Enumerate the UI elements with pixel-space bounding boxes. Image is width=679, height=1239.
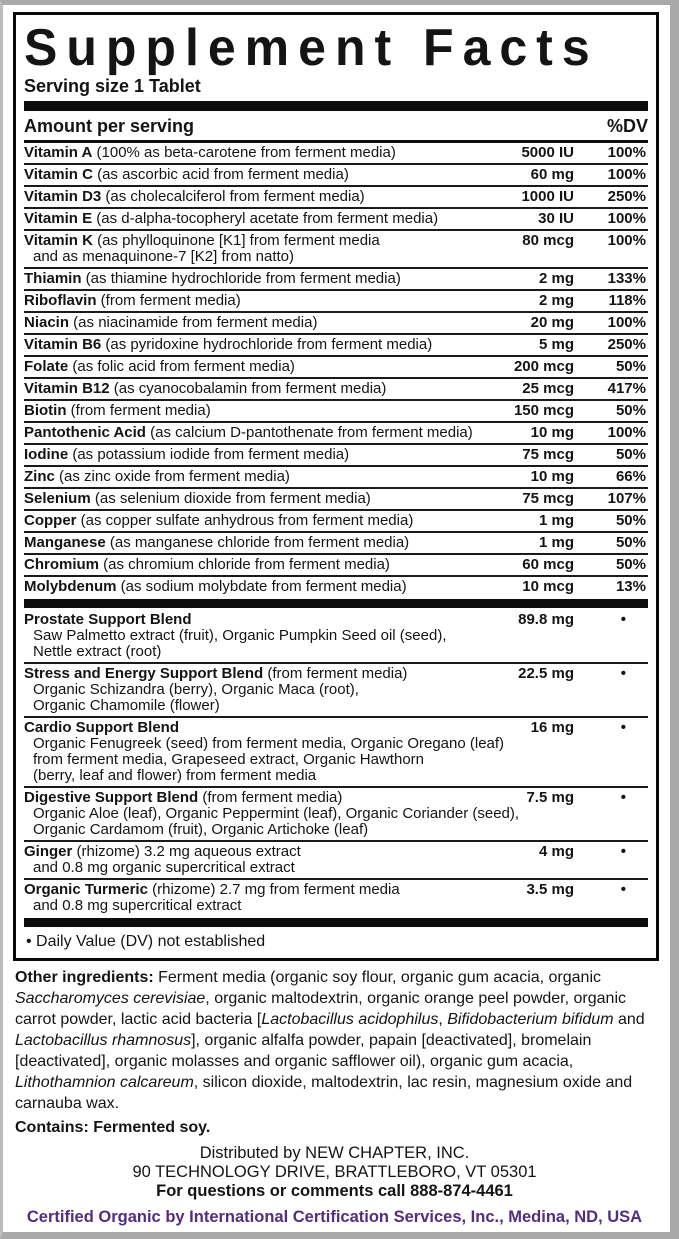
table-row bbox=[24, 229, 648, 267]
row-continuation-line: and 0.8 mg supercritical extract bbox=[33, 897, 242, 914]
table-row bbox=[24, 553, 648, 575]
nutrient-desc: (as cholecalciferol from ferment media) bbox=[101, 188, 365, 205]
nutrient-name: Vitamin B12 bbox=[24, 380, 110, 397]
row-label bbox=[24, 579, 490, 595]
nutrient-amount: 1000 IU bbox=[521, 188, 574, 205]
nutrient-name: Vitamin C bbox=[24, 166, 93, 183]
table-row bbox=[24, 662, 648, 716]
nutrient-amount: 3.5 mg bbox=[526, 881, 574, 898]
nutrient-amount: 1 mg bbox=[538, 512, 574, 529]
nutrient-dv: 50% bbox=[615, 446, 646, 463]
row-continuation-line: and 0.8 mg organic supercritical extract bbox=[33, 859, 295, 876]
separator-bar-section bbox=[24, 918, 648, 927]
nutrient-amount: 150 mcg bbox=[513, 402, 574, 419]
row-label bbox=[24, 381, 490, 397]
row-top bbox=[24, 337, 648, 353]
row-top bbox=[24, 293, 648, 309]
phone-line: For questions or comments call 888-874-4461 bbox=[156, 1182, 513, 1200]
nutrient-dv: 118% bbox=[608, 292, 646, 309]
daily-value-footnote: • Daily Value (DV) not established bbox=[26, 933, 266, 950]
nutrient-amount: 20 mg bbox=[530, 314, 574, 331]
nutrient-name: Folate bbox=[24, 358, 69, 375]
nutrient-amount: 89.8 mg bbox=[518, 611, 574, 628]
nutrient-dv: 50% bbox=[615, 556, 646, 573]
table-row bbox=[24, 399, 648, 421]
nutrient-name: Vitamin A bbox=[24, 144, 93, 161]
nutrient-amount: 30 IU bbox=[538, 210, 574, 227]
nutrient-desc: (as d-alpha-tocopheryl acetate from ferment media) bbox=[92, 210, 439, 227]
contains-statement: Contains: Fermented soy. bbox=[15, 1119, 211, 1136]
row-label bbox=[24, 447, 490, 463]
row-label bbox=[24, 359, 490, 375]
row-top bbox=[24, 359, 648, 375]
nutrient-name: Organic Turmeric bbox=[24, 881, 148, 898]
nutrient-dv: 417% bbox=[607, 380, 646, 397]
row-top bbox=[24, 403, 648, 419]
nutrient-dv: 100% bbox=[607, 232, 646, 249]
row-top bbox=[24, 844, 648, 860]
nutrient-dv: • bbox=[620, 719, 626, 736]
row-label bbox=[24, 844, 490, 860]
nutrient-dv: 50% bbox=[615, 534, 646, 551]
row-continuation-line: (berry, leaf and flower) from ferment media bbox=[33, 767, 317, 784]
table-row bbox=[24, 143, 648, 163]
nutrient-name: Zinc bbox=[24, 468, 55, 485]
row-continuation bbox=[24, 628, 648, 660]
nutrient-amount: 10 mg bbox=[530, 468, 574, 485]
row-top bbox=[24, 612, 648, 628]
nutrient-amount: 4 mg bbox=[538, 843, 574, 860]
row-label bbox=[24, 612, 490, 628]
nutrient-amount: 60 mcg bbox=[522, 556, 574, 573]
row-top bbox=[24, 557, 648, 573]
nutrient-desc: (from ferment media) bbox=[96, 292, 241, 309]
row-top bbox=[24, 491, 648, 507]
nutrient-dv: • bbox=[620, 611, 626, 628]
row-top bbox=[24, 145, 648, 161]
nutrient-desc: (as manganese chloride from ferment media) bbox=[105, 534, 410, 551]
table-header bbox=[24, 113, 648, 140]
nutrient-amount: 60 mg bbox=[530, 166, 574, 183]
ingredient-text: and bbox=[613, 1011, 645, 1028]
row-label bbox=[24, 167, 490, 183]
ingredient-text: ], organic alfalfa powder, papain [deactivated], bromelain [deactivated], organic molasses and organic safflower oil), organic gum acacia, bbox=[15, 1032, 592, 1070]
row-top bbox=[24, 469, 648, 485]
nutrient-amount: 80 mcg bbox=[522, 232, 574, 249]
nutrient-dv: 13% bbox=[615, 578, 646, 595]
table-row bbox=[24, 163, 648, 185]
table-row bbox=[24, 610, 648, 662]
row-label bbox=[24, 469, 490, 485]
separator-bar-thick bbox=[24, 101, 648, 111]
nutrient-name: Riboflavin bbox=[24, 292, 97, 309]
other-ingredients bbox=[15, 967, 654, 1114]
nutrient-amount: 5 mg bbox=[538, 336, 574, 353]
distribution-block bbox=[15, 1144, 654, 1201]
nutrient-name: Biotin bbox=[24, 402, 67, 419]
nutrient-desc: (as ascorbic acid from ferment media) bbox=[92, 166, 349, 183]
nutrient-amount: 200 mcg bbox=[513, 358, 574, 375]
amount-column-header: Amount per serving bbox=[24, 116, 195, 136]
nutrient-desc: (as niacinamide from ferment media) bbox=[69, 314, 318, 331]
label-title: Supplement Facts bbox=[24, 19, 599, 76]
table-row bbox=[24, 185, 648, 207]
nutrient-dv: 100% bbox=[607, 166, 646, 183]
row-label bbox=[24, 882, 490, 898]
nutrient-name: Selenium bbox=[24, 490, 91, 507]
nutrient-desc: (as folic acid from ferment media) bbox=[68, 358, 295, 375]
serving-size: Serving size 1 Tablet bbox=[24, 76, 201, 96]
table-row bbox=[24, 575, 648, 597]
nutrient-name: Chromium bbox=[24, 556, 99, 573]
distributor-line: Distributed by NEW CHAPTER, INC. bbox=[199, 1144, 470, 1162]
nutrient-amount: 2 mg bbox=[538, 292, 574, 309]
nutrient-amount: 7.5 mg bbox=[526, 789, 574, 806]
nutrient-name: Vitamin D3 bbox=[24, 188, 102, 205]
table-row bbox=[24, 443, 648, 465]
nutrient-desc: (from ferment media) bbox=[263, 665, 408, 682]
nutrient-name: Niacin bbox=[24, 314, 70, 331]
nutrient-name: Molybdenum bbox=[24, 578, 117, 595]
row-label bbox=[24, 293, 490, 309]
ingredient-species-italic: Bifidobacterium bifidum bbox=[447, 1011, 614, 1028]
nutrient-name: Iodine bbox=[24, 446, 69, 463]
nutrient-rows bbox=[24, 143, 648, 597]
row-label bbox=[24, 315, 490, 331]
row-continuation-line: from ferment media, Grapeseed extract, Organic Hawthorn bbox=[33, 751, 424, 768]
row-continuation-line: Organic Schizandra (berry), Organic Maca (root), bbox=[33, 681, 359, 698]
ingredient-text: , silicon dioxide, maltodextrin, lac resin, magnesium oxide and carnauba wax. bbox=[15, 1074, 633, 1112]
nutrient-amount: 10 mg bbox=[530, 424, 574, 441]
table-row bbox=[24, 786, 648, 840]
row-top bbox=[24, 211, 648, 227]
nutrient-desc: (as thiamine hydrochloride from ferment media) bbox=[81, 270, 401, 287]
nutrient-desc: (as selenium dioxide from ferment media) bbox=[90, 490, 371, 507]
nutrient-desc: (as chromium chloride from ferment media) bbox=[99, 556, 390, 573]
row-top bbox=[24, 381, 648, 397]
row-continuation bbox=[24, 682, 648, 714]
other-ingredients-text bbox=[15, 969, 645, 1112]
nutrient-amount: 75 mcg bbox=[522, 490, 574, 507]
nutrient-dv: 100% bbox=[607, 424, 646, 441]
row-top bbox=[24, 233, 648, 249]
nutrient-desc: (as pyridoxine hydrochloride from ferment media) bbox=[101, 336, 433, 353]
row-continuation-line: Nettle extract (root) bbox=[33, 643, 162, 660]
ingredient-species-italic: Lactobacillus rhamnosus bbox=[15, 1032, 192, 1049]
row-top bbox=[24, 271, 648, 287]
nutrient-amount: 75 mcg bbox=[522, 446, 574, 463]
other-ingredients-lead: Other ingredients: bbox=[15, 969, 154, 986]
nutrient-name: Stress and Energy Support Blend bbox=[24, 665, 264, 682]
row-top bbox=[24, 579, 648, 595]
ingredient-text: , bbox=[438, 1011, 448, 1028]
table-row bbox=[24, 377, 648, 399]
row-top bbox=[24, 882, 648, 898]
nutrient-desc: (as potassium iodide from ferment media) bbox=[68, 446, 350, 463]
nutrient-amount: 5000 IU bbox=[521, 144, 574, 161]
table-row bbox=[24, 509, 648, 531]
row-label bbox=[24, 513, 490, 529]
facts-box bbox=[13, 12, 659, 961]
row-label bbox=[24, 233, 490, 249]
nutrient-dv: 50% bbox=[615, 402, 646, 419]
table-row bbox=[24, 487, 648, 509]
nutrient-dv: 100% bbox=[607, 144, 646, 161]
row-top bbox=[24, 425, 648, 441]
address-line: 90 TECHNOLOGY DRIVE, BRATTLEBORO, VT 05301 bbox=[132, 1163, 537, 1181]
nutrient-dv: 100% bbox=[607, 314, 646, 331]
table-row bbox=[24, 465, 648, 487]
certification-line: Certified Organic by International Certification Services, Inc., Medina, ND, USA bbox=[26, 1208, 643, 1226]
row-continuation-line: Organic Fenugreek (seed) from ferment media, Organic Oregano (leaf) bbox=[33, 735, 505, 752]
row-label bbox=[24, 491, 490, 507]
row-label bbox=[24, 271, 490, 287]
nutrient-dv: • bbox=[620, 881, 626, 898]
nutrient-dv: 50% bbox=[615, 512, 646, 529]
table-row bbox=[24, 289, 648, 311]
row-label bbox=[24, 145, 490, 161]
row-continuation-line: Organic Chamomile (flower) bbox=[33, 697, 220, 714]
row-continuation-line: Saw Palmetto extract (fruit), Organic Pumpkin Seed oil (seed), bbox=[33, 627, 447, 644]
row-top bbox=[24, 315, 648, 331]
table-row bbox=[24, 267, 648, 289]
nutrient-amount: 25 mcg bbox=[522, 380, 574, 397]
nutrient-dv: 66% bbox=[615, 468, 646, 485]
ingredient-text: , organic maltodextrin, organic orange peel powder, organic carrot powder, lactic acid bacteria [ bbox=[15, 990, 626, 1028]
nutrient-name: Vitamin B6 bbox=[24, 336, 102, 353]
nutrient-name: Thiamin bbox=[24, 270, 82, 287]
nutrient-name: Vitamin K bbox=[24, 232, 93, 249]
ingredient-species-italic: Lactobacillus acidophilus bbox=[261, 1011, 439, 1028]
row-label bbox=[24, 425, 490, 441]
row-top bbox=[24, 167, 648, 183]
row-continuation-line: Organic Cardamom (fruit), Organic Artichoke (leaf) bbox=[33, 821, 369, 838]
nutrient-desc: (from ferment media) bbox=[66, 402, 211, 419]
row-continuation bbox=[24, 898, 648, 914]
nutrient-dv: 100% bbox=[607, 210, 646, 227]
nutrient-dv: 50% bbox=[615, 358, 646, 375]
nutrient-amount: 16 mg bbox=[530, 719, 574, 736]
row-top bbox=[24, 720, 648, 736]
row-continuation bbox=[24, 806, 648, 838]
nutrient-desc: (as phylloquinone [K1] from ferment media bbox=[92, 232, 380, 249]
nutrient-desc: (as sodium molybdate from ferment media) bbox=[116, 578, 407, 595]
below-box-area bbox=[3, 961, 670, 1227]
blend-rows bbox=[24, 610, 648, 916]
table-row bbox=[24, 840, 648, 878]
nutrient-amount: 1 mg bbox=[538, 534, 574, 551]
nutrient-dv: 107% bbox=[607, 490, 646, 507]
row-continuation bbox=[24, 860, 648, 876]
row-continuation bbox=[24, 736, 648, 784]
separator-bar-section bbox=[24, 599, 648, 608]
nutrient-desc: (as calcium D-pantothenate from ferment media) bbox=[145, 424, 473, 441]
nutrient-amount: 22.5 mg bbox=[518, 665, 574, 682]
row-label bbox=[24, 720, 490, 736]
nutrient-desc: (as zinc oxide from ferment media) bbox=[54, 468, 290, 485]
nutrient-name: Ginger bbox=[24, 843, 73, 860]
ingredient-text: Ferment media (organic soy flour, organic gum acacia, organic bbox=[153, 969, 602, 986]
row-top bbox=[24, 535, 648, 551]
nutrient-desc: (as cyanocobalamin from ferment media) bbox=[109, 380, 387, 397]
row-top bbox=[24, 513, 648, 529]
nutrient-desc: (100% as beta-carotene from ferment media) bbox=[92, 144, 396, 161]
row-top bbox=[24, 790, 648, 806]
row-label bbox=[24, 189, 490, 205]
nutrient-dv: 250% bbox=[607, 336, 646, 353]
row-label bbox=[24, 403, 490, 419]
nutrient-dv: • bbox=[620, 665, 626, 682]
row-label bbox=[24, 211, 490, 227]
row-top bbox=[24, 447, 648, 463]
nutrient-desc: (from ferment media) bbox=[198, 789, 343, 806]
nutrient-amount: 2 mg bbox=[538, 270, 574, 287]
nutrient-name: Cardio Support Blend bbox=[24, 719, 179, 736]
row-top bbox=[24, 189, 648, 205]
nutrient-name: Digestive Support Blend bbox=[24, 789, 199, 806]
row-label bbox=[24, 337, 490, 353]
row-continuation-line: and as menaquinone-7 [K2] from natto) bbox=[33, 248, 294, 265]
table-row bbox=[24, 421, 648, 443]
nutrient-dv: • bbox=[620, 843, 626, 860]
table-row bbox=[24, 531, 648, 553]
row-top bbox=[24, 666, 648, 682]
row-label bbox=[24, 535, 490, 551]
nutrient-name: Prostate Support Blend bbox=[24, 611, 192, 628]
nutrient-name: Copper bbox=[24, 512, 77, 529]
dv-column-header: %DV bbox=[606, 116, 648, 136]
table-row bbox=[24, 878, 648, 916]
nutrient-name: Pantothenic Acid bbox=[24, 424, 146, 441]
nutrient-amount: 10 mcg bbox=[522, 578, 574, 595]
row-label bbox=[24, 557, 490, 573]
table-row bbox=[24, 355, 648, 377]
table-row bbox=[24, 716, 648, 786]
row-label bbox=[24, 790, 490, 806]
nutrient-name: Vitamin E bbox=[24, 210, 93, 227]
table-row bbox=[24, 311, 648, 333]
row-continuation bbox=[24, 249, 648, 265]
nutrient-dv: • bbox=[620, 789, 626, 806]
ingredient-species-italic: Saccharomyces cerevisiae bbox=[15, 990, 206, 1007]
row-continuation-line: Organic Aloe (leaf), Organic Peppermint (leaf), Organic Coriander (seed), bbox=[33, 805, 520, 822]
ingredient-species-italic: Lithothamnion calcareum bbox=[15, 1074, 194, 1091]
nutrient-name: Manganese bbox=[24, 534, 106, 551]
table-row bbox=[24, 333, 648, 355]
nutrient-desc: (rhizome) 2.7 mg from ferment media bbox=[147, 881, 400, 898]
nutrient-dv: 133% bbox=[607, 270, 646, 287]
table-row bbox=[24, 207, 648, 229]
row-label bbox=[24, 666, 490, 682]
nutrient-desc: (as copper sulfate anhydrous from ferment media) bbox=[76, 512, 414, 529]
nutrient-dv: 250% bbox=[607, 188, 646, 205]
nutrient-desc: (rhizome) 3.2 mg aqueous extract bbox=[72, 843, 301, 860]
